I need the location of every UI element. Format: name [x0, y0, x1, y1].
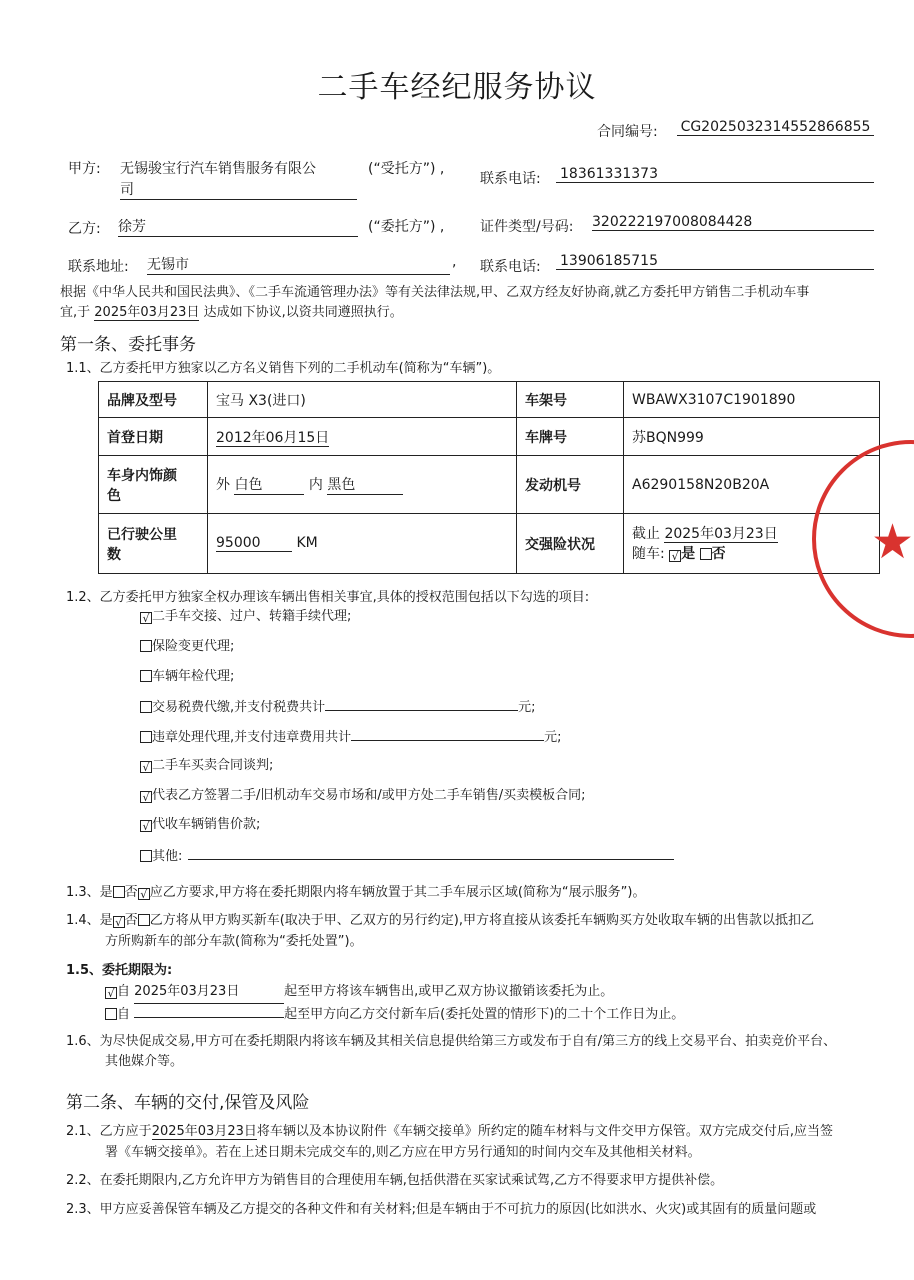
- option-inspection-label: 车辆年检代理;: [152, 669, 235, 684]
- party-b-addr: 无锡市: [147, 254, 450, 275]
- option-tax-unit: 元;: [518, 700, 536, 715]
- option-negotiation-checkbox[interactable]: √: [140, 761, 152, 773]
- clause-2-2: 2.2、在委托期限内,乙方允许甲方为销售目的合理使用车辆,包括供潜在买家试乘试驾,乙方不得要求甲方提供补偿。: [66, 1173, 724, 1188]
- party-b-name: 徐芳: [118, 216, 358, 237]
- mileage-header-l2: 数: [107, 546, 121, 563]
- color-header-l1: 车身内饰颜: [107, 467, 177, 484]
- option-transfer-checkbox[interactable]: √: [140, 612, 152, 624]
- intro-post: 达成如下协议,以资共同遵照执行。: [203, 305, 403, 320]
- mileage-header-l1: 已行驶公里: [107, 526, 177, 543]
- seal-star-icon: ★: [871, 514, 914, 570]
- section-2-heading: 第二条、车辆的交付,保管及风险: [66, 1093, 310, 1113]
- plate-header: 车牌号: [517, 418, 624, 456]
- option-inspection-checkbox[interactable]: [140, 670, 152, 682]
- clause-1-4-no-checkbox[interactable]: [138, 914, 150, 926]
- party-b-addr-comma: ,: [452, 254, 457, 270]
- clause-2-1-post: 将车辆以及本协议附件《车辆交接单》所约定的随车材料与文件交甲方保管。双方完成交付后,应当签: [256, 1124, 833, 1139]
- mileage-unit: KM: [296, 535, 318, 551]
- insurance-no-checkbox[interactable]: [700, 548, 712, 560]
- party-b-id-label: 证件类型/号码:: [480, 219, 574, 235]
- clause-1-5-option2: [105, 1001, 684, 1026]
- option-violation-checkbox[interactable]: [140, 731, 152, 743]
- option-collect-checkbox[interactable]: √: [140, 820, 152, 832]
- clause-1-3: [66, 882, 645, 904]
- reg-date-header: 首登日期: [99, 418, 208, 456]
- brand-value: 宝马 X3(进口): [208, 382, 517, 418]
- option-sign-checkbox[interactable]: √: [140, 791, 152, 803]
- table-row: [99, 514, 880, 574]
- color-header-l2: 色: [107, 487, 121, 504]
- option-tax-label: 交易税费代缴,并支付税费共计: [152, 700, 326, 715]
- clause-2-1-line2: 署《车辆交接单》。若在上述日期未完成交车的,则乙方应在甲方另行通知的时间内交车及其他相关材料。: [105, 1145, 701, 1160]
- clause-1-4-text: 乙方将从甲方购买新车(取决于甲、乙双方的另行约定),甲方将直接从该委托车辆购买方处收取车辆的出售款以抵扣乙: [149, 913, 814, 928]
- term-option2-from: 自: [117, 1007, 131, 1022]
- table-row: [99, 456, 880, 514]
- clause-2-1-date: 2025年03月23日: [151, 1124, 257, 1139]
- clause-1-4-line2: 方所购新车的部分车款(简称为“委托处置”)。: [105, 934, 363, 949]
- clause-1-4-no-label: 否: [124, 913, 138, 928]
- mileage-header: [99, 514, 208, 574]
- term-option1-checkbox[interactable]: √: [105, 987, 117, 999]
- clause-2-3: 2.3、甲方应妥善保管车辆及乙方提交的各种文件和有关材料;但是车辆由于不可抗力的原因(比如洪水、火灾)或其固有的质量问题或: [66, 1202, 817, 1217]
- insurance-no-label: 否: [711, 545, 726, 562]
- intro-date: 2025年03月23日: [94, 305, 200, 320]
- option-other-label: 其他:: [152, 849, 183, 864]
- contract-no-value: CG2025032314552866855: [677, 119, 874, 136]
- party-b-id: 320222197008084428: [592, 214, 874, 231]
- party-a-role: (“受托方”) ,: [368, 161, 445, 177]
- party-b-phone-label: 联系电话:: [480, 259, 541, 275]
- party-b-label: 乙方:: [68, 221, 101, 237]
- option-insurance: [140, 636, 234, 658]
- clause-1-3-no-label: 否: [124, 885, 138, 900]
- insurance-yes-label: 是: [681, 545, 696, 562]
- color-header: [99, 456, 208, 514]
- term-start-date: 2025年03月23日: [134, 981, 284, 1004]
- section-1-heading: 第一条、委托事务: [60, 335, 196, 355]
- intro-line2: [60, 302, 403, 324]
- clause-1-5-heading: 1.5、委托期限为:: [66, 963, 173, 978]
- clause-1-6-line1: 1.6、为尽快促成交易,甲方可在委托期限内将该车辆及其相关信息提供给第三方或发布于自有/第三方的线上交易平台、拍卖竞价平台、: [66, 1034, 837, 1049]
- clause-1-1: 1.1、乙方委托甲方独家以乙方名义销售下列的二手机动车(简称为“车辆”)。: [66, 361, 501, 376]
- option-inspection: [140, 666, 234, 688]
- clause-1-3-text: 应乙方要求,甲方将在委托期限内将车辆放置于其二手车展示区域(简称为“展示服务”)。: [149, 885, 646, 900]
- clause-1-4-yes-label: 1.4、是: [66, 913, 113, 928]
- intro-pre: 宜,于: [60, 305, 91, 320]
- option-tax-checkbox[interactable]: [140, 701, 152, 713]
- option-other: [140, 843, 674, 868]
- plate-value: 苏BQN999: [624, 418, 880, 456]
- clause-1-6-line2: 其他媒介等。: [105, 1054, 184, 1069]
- option-other-blank: [188, 843, 674, 860]
- reg-date-cell: [208, 418, 517, 456]
- insurance-header: 交强险状况: [517, 514, 624, 574]
- option-collect-label: 代收车辆销售价款;: [152, 817, 261, 832]
- vin-value: WBAWX3107C1901890: [624, 382, 880, 418]
- option-transfer-label: 二手车交接、过户、转籍手续代理;: [152, 609, 352, 624]
- insurance-with: 随车:: [632, 545, 665, 562]
- intro-line1: 根据《中华人民共和国民法典》、《二手车流通管理办法》等有关法律法规,甲、乙双方经友好协商,就乙方委托甲方销售二手机动车事: [60, 285, 810, 300]
- engine-value: A6290158N20B20A: [624, 456, 880, 514]
- option-violation: [140, 724, 562, 749]
- option-insurance-checkbox[interactable]: [140, 640, 152, 652]
- brand-header: 品牌及型号: [99, 382, 208, 418]
- ext-color: 白色: [234, 474, 304, 495]
- table-row: [99, 382, 880, 418]
- option-violation-unit: 元;: [544, 730, 562, 745]
- clause-1-3-yes-checkbox[interactable]: [113, 886, 125, 898]
- ext-label: 外: [216, 477, 230, 493]
- table-row: [99, 418, 880, 456]
- insurance-until: 截止: [632, 525, 660, 542]
- option-insurance-label: 保险变更代理;: [152, 639, 235, 654]
- clause-2-1-pre: 2.1、乙方应于: [66, 1124, 152, 1139]
- party-a-phone: 18361331373: [556, 166, 874, 183]
- contract-no-label: 合同编号:: [597, 124, 658, 140]
- option-violation-blank: [351, 724, 544, 741]
- term-option2-text: 起至甲方向乙方交付新车后(委托处置的情形下)的二十个工作日为止。: [284, 1007, 685, 1022]
- int-label: 内: [308, 477, 323, 493]
- party-a-name-line2: 司: [120, 179, 357, 200]
- document-title: 二手车经纪服务协议: [317, 70, 597, 105]
- party-a-name-line1: 无锡骏宝行汽车销售服务有限公: [120, 161, 316, 177]
- option-negotiation-label: 二手车买卖合同谈判;: [152, 758, 274, 773]
- engine-header: 发动机号: [517, 456, 624, 514]
- term-option1-from: 自: [117, 984, 131, 999]
- clause-1-2: 1.2、乙方委托甲方独家全权办理该车辆出售相关事宜,具体的授权范围包括以下勾选的项目:: [66, 590, 590, 605]
- option-other-checkbox[interactable]: [140, 850, 152, 862]
- clause-1-4-yes-checkbox[interactable]: √: [113, 916, 125, 928]
- vehicle-table: [98, 381, 880, 574]
- term-option1-text: 起至甲方将该车辆售出,或甲乙双方协议撤销该委托为止。: [284, 984, 614, 999]
- option-collect: [140, 814, 260, 836]
- party-b-phone: 13906185715: [556, 253, 874, 270]
- option-violation-label: 违章处理代理,并支付违章费用共计: [152, 730, 352, 745]
- option-negotiation: [140, 755, 273, 777]
- insurance-yes-checkbox[interactable]: √: [669, 550, 681, 562]
- party-a-label: 甲方:: [68, 161, 101, 177]
- clause-1-4: [66, 910, 814, 932]
- clause-1-3-yes-label: 1.3、是: [66, 885, 113, 900]
- party-a-phone-label: 联系电话:: [480, 171, 541, 187]
- clause-1-3-no-checkbox[interactable]: √: [138, 888, 150, 900]
- option-sign: [140, 785, 586, 807]
- insurance-date: 2025年03月23日: [664, 525, 778, 542]
- party-b-role: (“委托方”) ,: [368, 219, 445, 235]
- color-cell: [208, 456, 517, 514]
- vin-header: 车架号: [517, 382, 624, 418]
- int-color: 黑色: [327, 474, 403, 495]
- mileage-value: 95000: [216, 535, 292, 552]
- party-b-addr-label: 联系地址:: [68, 259, 129, 275]
- term-option2-date-blank: [134, 1001, 284, 1018]
- option-tax: [140, 694, 536, 719]
- option-sign-label: 代表乙方签署二手/旧机动车交易市场和/或甲方处二手车销售/买卖模板合同;: [152, 788, 586, 803]
- option-tax-blank: [325, 694, 518, 711]
- term-option2-checkbox[interactable]: [105, 1008, 117, 1020]
- option-transfer: [140, 606, 351, 628]
- clause-2-1-line1: [66, 1121, 833, 1143]
- reg-date-value: 2012年06月15日: [216, 429, 330, 446]
- mileage-cell: [208, 514, 517, 574]
